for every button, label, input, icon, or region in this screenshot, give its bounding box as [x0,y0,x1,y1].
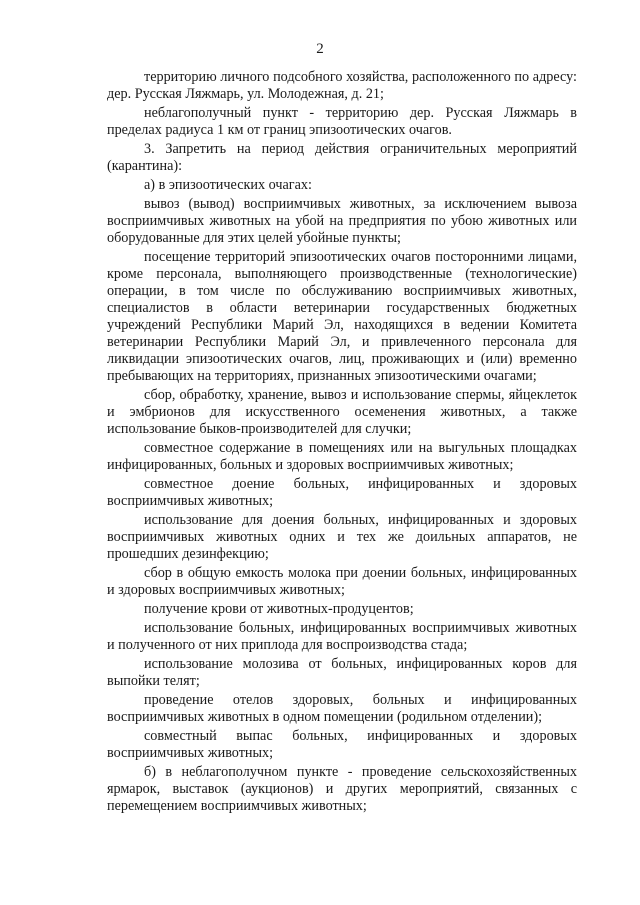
paragraph: посещение территорий эпизоотических очагов посторонними лицами, кроме персонала, выполняющего производственные (технологические) операции, в том числе по обслуживанию восприимчивых животных, специалистов в области ветеринарии государственных бюджетных учреждений Республики Марий Эл, находящихся в ведении Комитета ветеринарии Республики Марий Эл, и привлеченного персонала для ликвидации эпизоотических очагов, лиц, проживающих и (или) временно пребывающих на территориях, признанных эпизоотическими очагами; [107,249,577,384]
paragraph: сбор, обработку, хранение, вывоз и использование спермы, яйцеклеток и эмбрионов для искусственного осеменения животных, а также использование быков-производителей для случки; [107,387,577,437]
paragraph: неблагополучный пункт - территорию дер. Русская Ляжмарь в пределах радиуса 1 км от границ эпизоотических очагов. [107,105,577,138]
paragraph: использование для доения больных, инфицированных и здоровых восприимчивых животных одних и тех же доильных аппаратов, не прошедших дезинфекцию; [107,512,577,562]
paragraph: территорию личного подсобного хозяйства, расположенного по адресу: дер. Русская Ляжмарь, ул. Молодежная, д. 21; [107,69,577,102]
paragraph: б) в неблагополучном пункте - проведение сельскохозяйственных ярмарок, выставок (аукционов) и других мероприятий, связанных с перемещением восприимчивых животных; [107,764,577,814]
paragraph: вывоз (вывод) восприимчивых животных, за исключением вывоза восприимчивых животных на убой на предприятия по убою животных или оборудованные для этих целей убойные пункты; [107,196,577,246]
paragraph: совместный выпас больных, инфицированных и здоровых восприимчивых животных; [107,728,577,761]
paragraph: 3. Запретить на период действия ограничительных мероприятий (карантина): [107,141,577,174]
document-body [107,69,577,817]
paragraph: совместное содержание в помещениях или на выгульных площадках инфицированных, больных и здоровых восприимчивых животных; [107,440,577,473]
paragraph: совместное доение больных, инфицированных и здоровых восприимчивых животных; [107,476,577,509]
paragraph: использование больных, инфицированных восприимчивых животных и полученного от них приплода для воспроизводства стада; [107,620,577,653]
paragraph: сбор в общую емкость молока при доении больных, инфицированных и здоровых восприимчивых животных; [107,565,577,598]
paragraph: а) в эпизоотических очагах: [144,177,312,193]
paragraph: получение крови от животных-продуцентов; [144,601,414,617]
paragraph: использование молозива от больных, инфицированных коров для выпойки телят; [107,656,577,689]
paragraph: проведение отелов здоровых, больных и инфицированных восприимчивых животных в одном помещении (родильном отделении); [107,692,577,725]
page-number: 2 [316,41,324,57]
